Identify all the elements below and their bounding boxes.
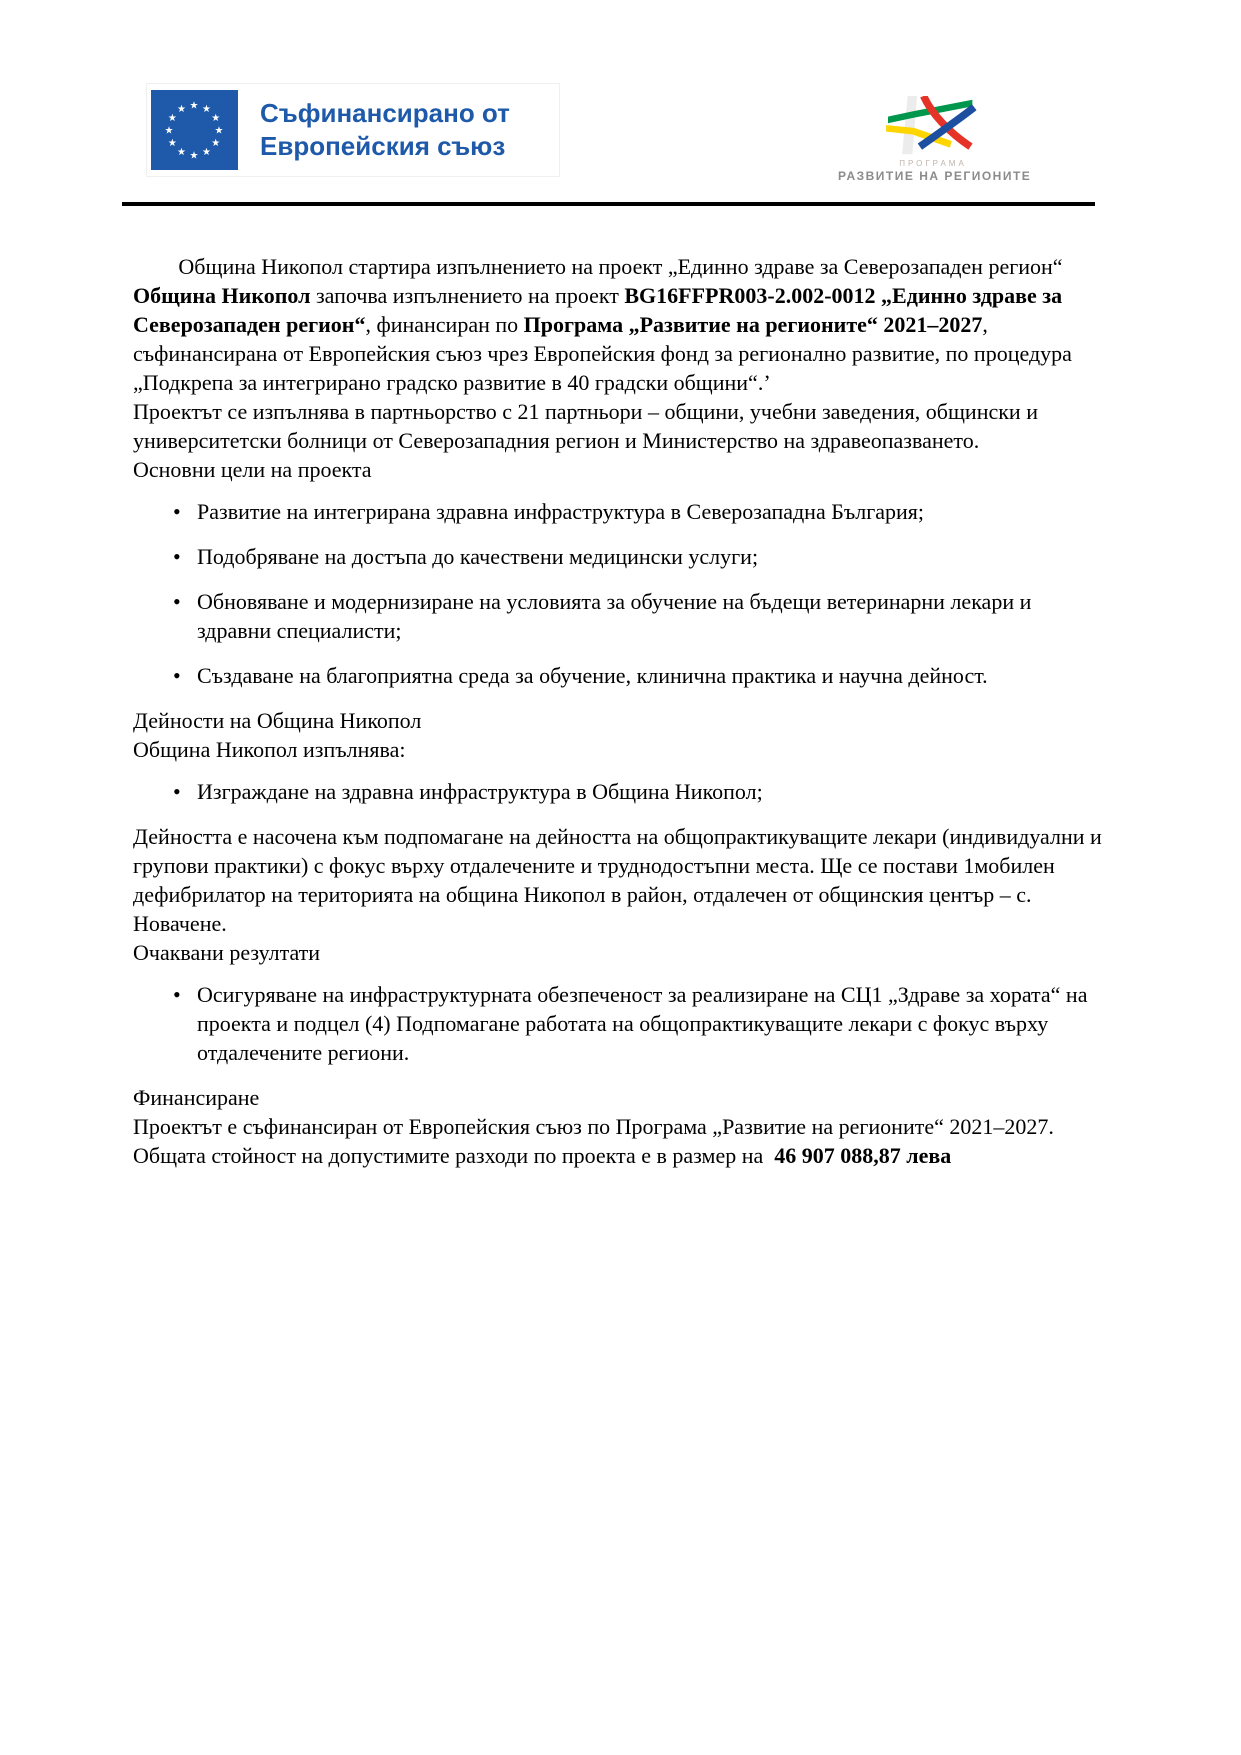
- eu-cofunded-logo: [146, 83, 560, 177]
- intro-paragraph: Община Никопол започва изпълнението на проект BG16FFPR003-2.002-0012 „Единно здраве за Северозападен регион“, финансиран по Програма „Развитие на регионите“ 2021–2027, съфинансирана от Европейския съюз чрез Европейския фонд за регионално развитие, по процедура „Подкрепа за интегрирано градско развитие в 40 градски общини“.’: [133, 283, 1072, 395]
- eu-cofunded-line2: Европейския съюз: [260, 131, 506, 161]
- program-regions-logo: [838, 96, 1032, 183]
- svg-text:★: ★: [177, 103, 186, 115]
- eu-cofunded-line1: Съфинансирано от: [260, 98, 510, 128]
- eu-cofunded-text: [238, 97, 510, 163]
- list-item: • Развитие на интегрирана здравна инфраструктура в Северозападна България;: [133, 497, 1108, 526]
- document-title: Община Никопол стартира изпълнението на проект „Единно здраве за Северозападен регион“: [178, 254, 1063, 279]
- svg-text:★: ★: [189, 100, 199, 112]
- activities-intro-paragraph: Община Никопол изпълнява:: [133, 737, 406, 762]
- program-regions-ribbons-icon: [885, 96, 981, 156]
- document-body: [133, 252, 1108, 1170]
- header-divider-rule: [122, 202, 1095, 206]
- activity-detail-paragraph: Дейността е насочена към подпомагане на дейността на общопрактикуващите лекари (индивидуални и групови практики) с фокус върху отдалечените и труднодостъпни места. Ще се постави 1мобилен дефибрилатор на територията на община Никопол в район, отдалечен от общинския център – с. Новачене.: [133, 824, 1102, 936]
- svg-text:★: ★: [202, 147, 211, 159]
- list-item: • Подобряване на достъпа до качествени медицински услуги;: [133, 542, 1108, 571]
- goals-heading: Основни цели на проекта: [133, 457, 372, 482]
- eu-flag-icon: [151, 90, 238, 170]
- results-list: [133, 980, 1108, 1067]
- program-name-label: РАЗВИТИЕ НА РЕГИОНИТЕ: [838, 169, 1032, 183]
- svg-text:★: ★: [167, 138, 177, 149]
- activities-heading: Дейности на Община Никопол: [133, 708, 422, 733]
- list-item: • Създаване на благоприятна среда за обучение, клинична практика и научна дейност.: [133, 661, 1108, 690]
- partners-paragraph: Проектът се изпълнява в партньорство с 21 партньори – общини, учебни заведения, общински и университетски болници от Северозападния регион и Министерство на здравеопазването.: [133, 399, 1038, 453]
- svg-text:★: ★: [211, 138, 221, 149]
- list-item: • Обновяване и модернизиране на условията за обучение на бъдещи ветеринарни лекари и здравни специалисти;: [133, 587, 1108, 645]
- activities-list: [133, 777, 1108, 806]
- financing-statement-paragraph: Проектът е съфинансиран от Европейския съюз по Програма „Развитие на регионите“ 2021–2027.: [133, 1114, 1054, 1139]
- svg-text:★: ★: [214, 125, 224, 137]
- svg-text:★: ★: [202, 103, 211, 115]
- financing-heading: Финансиране: [133, 1085, 260, 1110]
- program-label: ПРОГРАМА: [899, 159, 967, 168]
- goals-list: [133, 497, 1108, 690]
- svg-text:★: ★: [177, 147, 186, 159]
- results-heading: Очаквани резултати: [133, 940, 321, 965]
- svg-text:★: ★: [167, 113, 177, 124]
- list-item: • Изграждане на здравна инфраструктура в Община Никопол;: [133, 777, 1108, 806]
- svg-text:★: ★: [164, 125, 174, 137]
- total-cost-paragraph: Общата стойност на допустимите разходи по проекта е в размер на 46 907 088,87 лева: [133, 1143, 952, 1168]
- svg-text:★: ★: [189, 150, 199, 162]
- list-item: • Осигуряване на инфраструктурната обезпеченост за реализиране на СЦ1 „Здраве за хората“ на проекта и подцел (4) Подпомагане работата на общопрактикуващите лекари с фокус върху отдалечените региони.: [133, 980, 1108, 1067]
- svg-text:★: ★: [211, 113, 221, 124]
